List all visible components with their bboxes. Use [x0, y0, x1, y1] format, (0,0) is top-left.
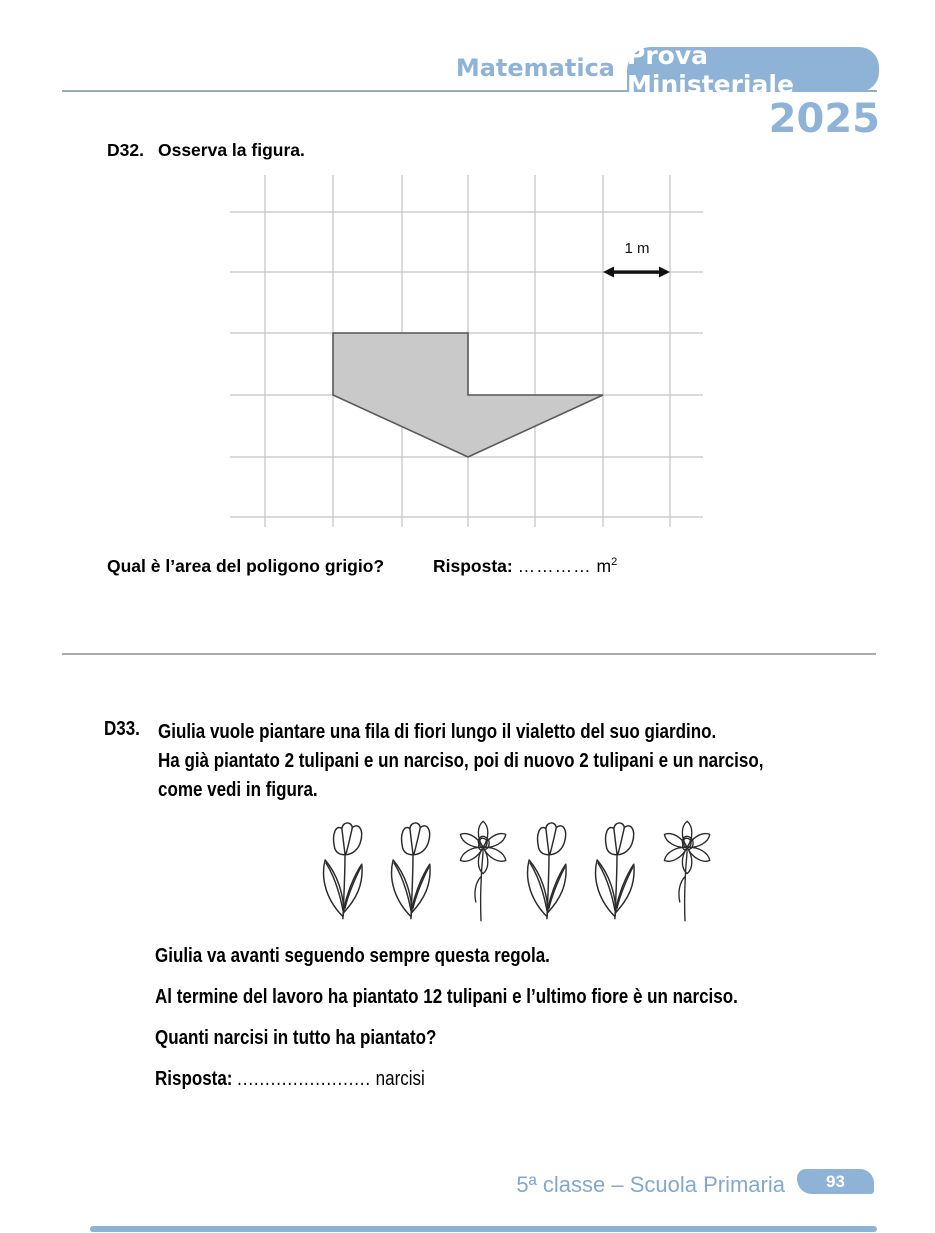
d33-intro-line-1: Giulia vuole piantare una fila di fiori lungo il vialetto del suo giardino.: [158, 721, 717, 743]
d32-figure: [230, 175, 703, 533]
d33-statement-3: Quanti narcisi in tutto ha piantato?: [155, 1027, 437, 1049]
d33-intro-line-2: Ha già piantato 2 tulipani e un narciso, poi di nuovo 2 tulipani e un narciso,: [158, 750, 764, 772]
d32-answer-line: [433, 556, 617, 577]
flower-row: [313, 816, 717, 926]
gray-polygon: [333, 333, 603, 457]
exam-badge: Prova Ministeriale: [627, 47, 879, 92]
section-divider: [62, 653, 876, 655]
footer-class-label: 5ª classe – Scuola Primaria: [516, 1172, 785, 1197]
d32-answer-unit: m: [596, 556, 612, 576]
d32-answer-label: Risposta:: [433, 556, 513, 576]
d32-prompt: Osserva la figura.: [157, 140, 305, 160]
d33-answer-label: Risposta:: [155, 1068, 233, 1090]
d32-question: Qual è l’area del poligono grigio?: [107, 556, 385, 576]
page-number-badge: 93: [797, 1169, 874, 1194]
scale-arrow: [603, 267, 670, 278]
d32-question-number: D32.: [107, 140, 144, 160]
d32-heading: [107, 140, 305, 161]
tulip-icon: [381, 816, 445, 926]
tulip-icon: [585, 816, 649, 926]
d33-statement-1: Giulia va avanti seguendo sempre questa regola.: [155, 945, 550, 967]
narcissus-icon: [653, 816, 717, 926]
d32-answer-unit-exponent: 2: [611, 556, 618, 569]
d33-answer-line: [155, 1068, 472, 1091]
d33-answer-blank[interactable]: ........................: [237, 1068, 371, 1090]
footer-bar: [90, 1226, 877, 1232]
d33-question-number: D33.: [104, 718, 140, 740]
d32-answer-blank[interactable]: …………: [517, 556, 592, 576]
d33-intro-text: [158, 718, 870, 805]
d33-statement-2: Al termine del lavoro ha piantato 12 tulipani e l’ultimo fiore è un narciso.: [155, 986, 738, 1008]
scale-label: 1 m: [624, 240, 650, 257]
subject-title: Matematica: [455, 54, 615, 82]
tulip-icon: [313, 816, 377, 926]
d33-heading: [104, 718, 871, 805]
d33-intro-line-3: come vedi in figura.: [158, 779, 318, 801]
d33-answer-unit: narcisi: [375, 1068, 425, 1090]
grid-polygon-figure: [230, 175, 703, 528]
tulip-icon: [517, 816, 581, 926]
narcissus-icon: [449, 816, 513, 926]
exam-year: 2025: [768, 96, 880, 142]
